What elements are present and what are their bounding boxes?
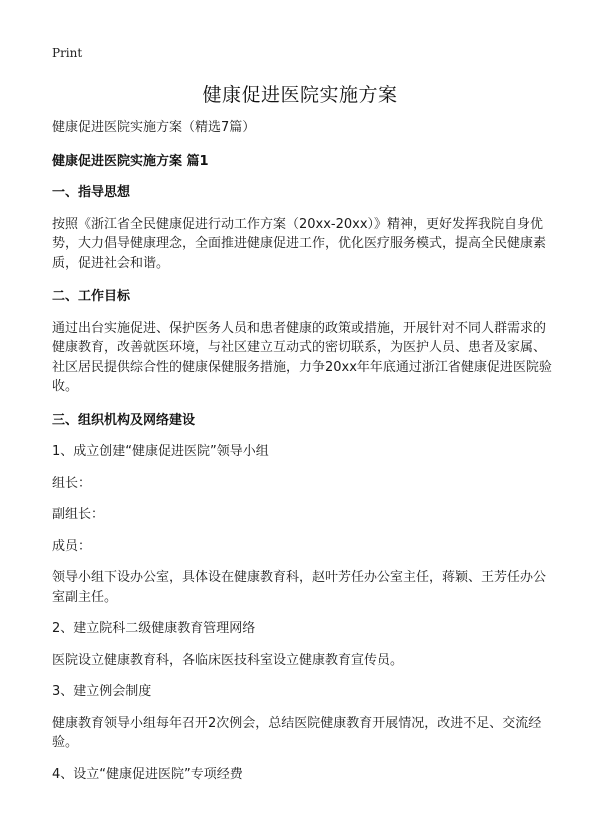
item-management-network: 2、建立院科二级健康教育管理网络 <box>52 621 256 636</box>
section-title: 健康促进医院实施方案 篇1 <box>52 153 209 169</box>
leader-line: 组长： <box>52 475 92 491</box>
item-leading-group: 1、成立创建“健康促进医院”领导小组 <box>52 444 269 459</box>
document-body <box>52 118 552 784</box>
heading-organization: 三、组织机构及网络建设 <box>52 412 196 428</box>
paragraph-office: 领导小组下设办公室，具体设在健康教育科，赵叶芳任办公室主任，蒋颖、王芳任办公室副主任。 <box>52 570 547 605</box>
paragraph-meetings: 健康教育领导小组每年召开2次例会，总结医院健康教育开展情况，改进不足、交流经验。 <box>52 715 542 750</box>
print-link[interactable]: Print <box>52 46 83 60</box>
paragraph-guiding-ideology: 按照《浙江省全民健康促进行动工作方案（20xx-20xx）》精神，更好发挥我院自身优势，大力倡导健康理念，全面推进健康促进工作，优化医疗服务模式，提高全民健康素质，促进社会和谐。 <box>52 216 547 271</box>
heading-work-goals: 二、工作目标 <box>52 289 131 304</box>
deputy-leader-line: 副组长： <box>52 507 105 522</box>
paragraph-work-goals: 通过出台实施促进、保护医务人员和患者健康的政策或措施，开展针对不同人群需求的健康教育，改善就医环境，与社区建立互动式的密切联系，为医护人员、患者及家属、社区居民提供综合性的健康保健服务措施，力争20xx年年底通过浙江省健康促进医院验收。 <box>52 320 552 394</box>
paragraph-network: 医院设立健康教育科，各临床医技科室设立健康教育宣传员。 <box>52 652 404 668</box>
item-special-funds: 4、设立“健康促进医院”专项经费 <box>52 766 243 782</box>
members-line: 成员： <box>52 538 92 554</box>
item-meeting-system: 3、建立例会制度 <box>52 684 152 699</box>
heading-guiding-ideology: 一、指导思想 <box>52 185 131 200</box>
document-subtitle: 健康促进医院实施方案（精选7篇） <box>52 120 256 135</box>
page-title: 健康促进医院实施方案 <box>202 84 398 106</box>
